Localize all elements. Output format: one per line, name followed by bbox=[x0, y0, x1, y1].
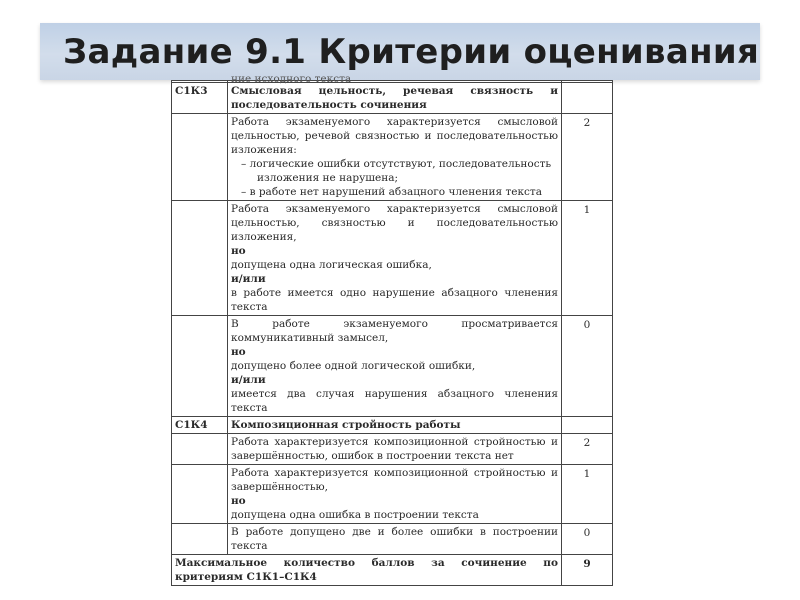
score-value: 0 bbox=[562, 316, 613, 417]
table-row-k4-score-1 bbox=[172, 465, 613, 524]
k3-r1-err: допущена одна логическая ошибка, bbox=[231, 259, 432, 271]
total-label: Максимальное количество баллов за сочинение по критериям С1К1–С1К4 bbox=[172, 555, 562, 586]
score-value: 0 bbox=[562, 524, 613, 555]
k3-r1-tail: в работе имеется одно нарушение абзацного членения текста bbox=[231, 287, 558, 313]
table-row-k3-score-1 bbox=[172, 201, 613, 316]
score-value: 1 bbox=[562, 465, 613, 524]
k4-r2-text: Работа характеризуется композиционной стройностью и завершённостью, ошибок в построении текста нет bbox=[228, 434, 562, 465]
k4-r1-but: но bbox=[231, 495, 246, 507]
cut-text: ние исходного текста bbox=[231, 73, 352, 85]
score-value: 2 bbox=[562, 114, 613, 201]
k3-r2-item1b: изложения не нарушена; bbox=[257, 172, 399, 184]
k3-r0-lead: В работе экзаменуемого просматривается коммуникативный замысел, bbox=[231, 318, 558, 344]
k3-r0-tail: имеется два случая нарушения абзацного членения текста bbox=[231, 388, 558, 414]
k3-r0-andor: и/или bbox=[231, 374, 266, 386]
table-row-k4-score-2 bbox=[172, 434, 613, 465]
table-row-k3-header bbox=[172, 83, 613, 114]
table-row-k3-score-0 bbox=[172, 316, 613, 417]
k3-r0-err: допущено более одной логической ошибки, bbox=[231, 360, 476, 372]
criterion-code-k3: С1К3 bbox=[172, 83, 228, 114]
total-score: 9 bbox=[562, 555, 613, 586]
criteria-table bbox=[171, 73, 613, 586]
k4-r0-text: В работе допущено две и более ошибки в построении текста bbox=[228, 524, 562, 555]
k3-r1-but: но bbox=[231, 245, 246, 257]
table-row-k4-header bbox=[172, 417, 613, 434]
score-value: 1 bbox=[562, 201, 613, 316]
criteria-document bbox=[171, 73, 612, 598]
criterion-title-k3: Смысловая цельность, речевая связность и последовательность сочинения bbox=[228, 83, 562, 114]
slide-title: Задание 9.1 Критерии оценивания bbox=[63, 32, 760, 72]
k3-r2-item1a: – логические ошибки отсутствуют, последовательность bbox=[241, 158, 552, 170]
k4-r1-lead: Работа характеризуется композиционной стройностью и завершённостью, bbox=[231, 467, 558, 493]
k3-r1-lead: Работа экзаменуемого характеризуется смысловой цельностью, связностью и последовательностью изложения, bbox=[231, 203, 558, 243]
table-row-total bbox=[172, 555, 613, 586]
k3-r2-item2: – в работе нет нарушений абзацного членения текста bbox=[241, 186, 542, 198]
k3-r2-lead: Работа экзаменуемого характеризуется смысловой цельностью, речевой связностью и последовательностью изложения: bbox=[231, 116, 558, 156]
criterion-title-k4: Композиционная стройность работы bbox=[228, 417, 562, 434]
k3-r0-but: но bbox=[231, 346, 246, 358]
k3-r1-andor: и/или bbox=[231, 273, 266, 285]
k4-r1-err: допущена одна ошибка в построении текста bbox=[231, 509, 479, 521]
table-row-k4-score-0 bbox=[172, 524, 613, 555]
table-row-k3-score-2 bbox=[172, 114, 613, 201]
score-value: 2 bbox=[562, 434, 613, 465]
criterion-code-k4: С1К4 bbox=[172, 417, 228, 434]
